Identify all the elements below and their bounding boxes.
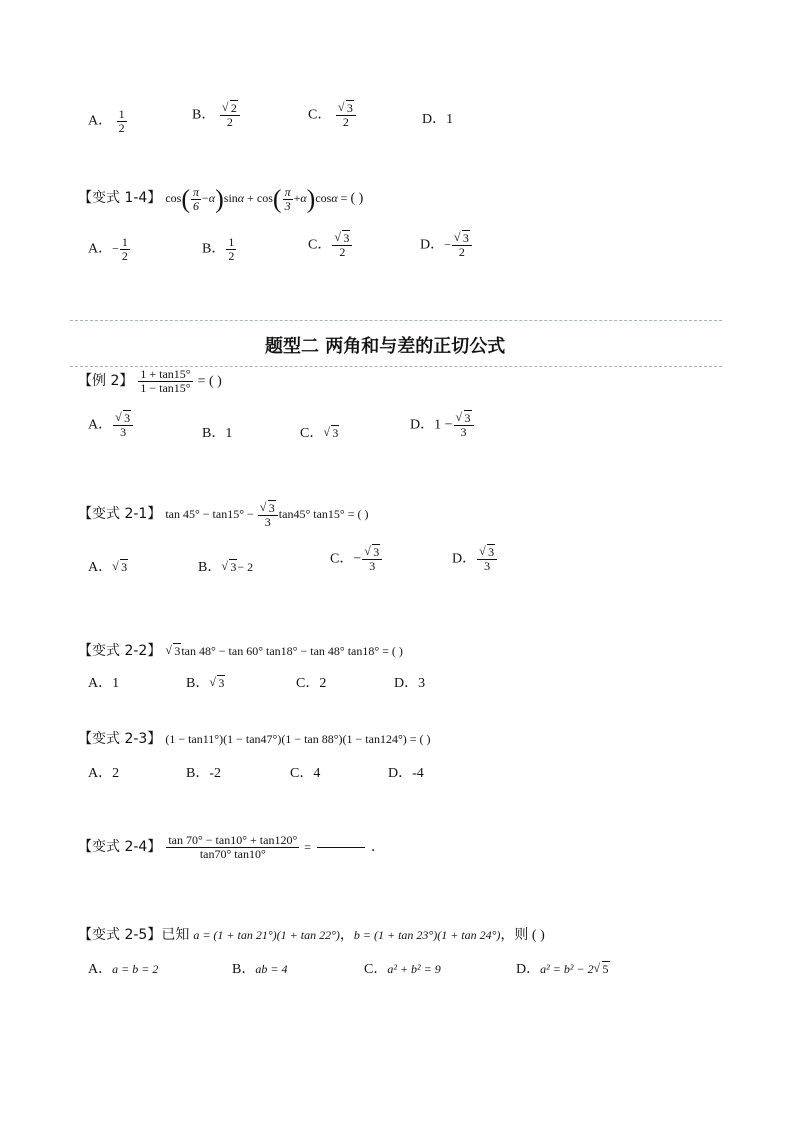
option-a-label: A． (88, 417, 113, 433)
variable: α (237, 190, 245, 205)
option-b (198, 556, 253, 576)
fraction (166, 834, 299, 860)
option-d-label: D． (420, 237, 445, 253)
fraction (336, 102, 356, 128)
option-expr: a² + b² = 9 (387, 962, 441, 976)
expression: b = (1 + tan 23°)(1 + tan 24°) (353, 928, 501, 942)
section-title: 题型二 两角和与差的正切公式 (265, 336, 506, 357)
radicand: 3 (124, 411, 131, 425)
option-c-label: C． (308, 237, 332, 253)
option-d: D．1 (422, 112, 454, 127)
options-v25 (88, 958, 708, 982)
option-d (420, 232, 473, 258)
question-v22 (78, 640, 403, 660)
radicand: 3 (462, 231, 469, 245)
option-c (308, 102, 357, 128)
radicand: 3 (343, 231, 350, 245)
operator: + (247, 190, 254, 205)
option-d (452, 546, 498, 572)
option-expr: ab = 4 (255, 962, 288, 976)
denominator: 2 (121, 248, 128, 263)
comma: ， (339, 928, 354, 943)
options-v14 (88, 232, 688, 272)
radicand: 3 (332, 426, 339, 440)
question-v24 (78, 834, 385, 860)
option-c (330, 546, 383, 572)
sign: − (444, 237, 451, 252)
option-a (88, 108, 128, 134)
radicand: 3 (230, 560, 237, 574)
option-a-label: A． (88, 241, 113, 257)
question-label: 【变式 2-4】 (78, 838, 162, 855)
option-a (88, 412, 134, 438)
denominator: 6 (193, 198, 199, 213)
denominator: 3 (264, 514, 271, 529)
option-b-label: B． (202, 241, 226, 257)
denominator: 2 (342, 114, 349, 129)
expression (165, 501, 369, 529)
radicand: 3 (268, 501, 275, 515)
numerator: 1 + tan15° (140, 367, 191, 381)
numerator: 1 (121, 235, 128, 249)
options-v23 (88, 762, 688, 786)
question-label: 【变式 1-4】 (78, 189, 162, 206)
options-v21 (88, 546, 688, 586)
radicand: 3 (346, 101, 353, 115)
option-c (308, 232, 353, 258)
sqrt (222, 102, 238, 115)
sign: − (112, 241, 119, 256)
option-d: D．-4 (388, 766, 424, 781)
question-label: 【变式 2-1】 (78, 505, 162, 522)
options-ex2 (88, 412, 688, 452)
fraction (220, 102, 240, 128)
denominator: 3 (369, 558, 376, 573)
question-label: 【变式 2-3】 (78, 731, 162, 747)
option-c: C．2 (296, 676, 327, 691)
option-c-label: C．− (330, 551, 362, 567)
top-options-row (88, 100, 688, 136)
variable: α (208, 190, 216, 205)
expr-part: tan 48° − tan 60° tan18° − tan 48° tan18° = ( ) (181, 644, 403, 658)
radicand: 3 (488, 545, 495, 559)
option-b (232, 958, 287, 978)
operator: − (202, 190, 209, 205)
variable: α (331, 190, 338, 205)
question-v25 (78, 924, 545, 944)
radicand: 3 (121, 560, 128, 574)
option-c-label: C． (300, 426, 324, 441)
option-expr: a² = b² − 2 (540, 962, 594, 976)
period: ． (371, 839, 386, 855)
denominator: 3 (120, 424, 127, 439)
numerator: 1 (228, 235, 235, 249)
numerator: π (284, 185, 291, 199)
radicand: 3 (218, 676, 225, 690)
option-c (300, 422, 339, 442)
numerator: π (193, 185, 200, 199)
option-a: A．1 (88, 676, 120, 691)
func-cos: cos (165, 190, 182, 205)
expr-part: tan 45° − tan15° − (165, 506, 254, 521)
question-ex2 (78, 368, 222, 394)
option-b-label: B． (232, 962, 256, 977)
numerator: 1 (118, 107, 125, 121)
equals: = (304, 839, 312, 854)
question-v23 (78, 728, 431, 748)
denominator: 2 (458, 244, 465, 259)
question-v21 (78, 502, 368, 528)
option-a-label: A． (88, 560, 113, 575)
fraction (138, 368, 192, 394)
radicand: 3 (464, 411, 471, 425)
denominator: tan70° tan10° (199, 846, 266, 861)
operator: + (293, 190, 301, 205)
question-label: 【变式 2-5】已知 (78, 927, 190, 943)
sqrt (338, 102, 354, 115)
expression (165, 644, 403, 658)
denominator: 2 (228, 248, 235, 263)
option-expr: a = b = 2 (112, 962, 159, 976)
option-a (88, 236, 131, 262)
denominator: 3 (284, 198, 291, 213)
section-divider-top (70, 320, 722, 321)
option-b (192, 102, 241, 128)
fraction (117, 108, 127, 134)
option-b (186, 672, 225, 692)
option-d-label: D． (452, 551, 477, 567)
option-b-label: B． (186, 676, 210, 691)
denominator: 3 (460, 424, 467, 439)
expr-part: tan45° tan15° = ( ) (278, 506, 369, 521)
answer-paren: = ( ) (197, 373, 222, 389)
numerator: tan 70° − tan10° + tan120° (168, 833, 298, 847)
variable: α (300, 190, 307, 205)
question-v14 (78, 186, 363, 212)
denominator: 1 − tan15° (140, 380, 191, 395)
denominator: 3 (484, 558, 491, 573)
expression: (1 − tan11°)(1 − tan47°)(1 − tan 88°)(1 − tan124°) = ( ) (165, 732, 431, 746)
option-b-label: B． (192, 107, 216, 123)
option-c (364, 958, 441, 978)
func-cos: cos (315, 190, 332, 205)
radicand: 2 (230, 101, 237, 115)
answer-paren: ( ) (350, 190, 364, 206)
func-sin: sin (223, 190, 238, 205)
expression: cos( $\frac{\pi}{6}$ −α)sinα + cos( $\frac{\pi}{3}$ +α)cosα = (165, 184, 348, 214)
option-d-label: D．1 − (410, 417, 453, 433)
func-cos: cos (256, 190, 273, 205)
option-d: D．3 (394, 676, 426, 691)
option-c-label: C． (308, 107, 332, 123)
option-a (88, 556, 128, 576)
expr-part: − 2 (237, 560, 254, 574)
option-b: B．-2 (186, 766, 221, 781)
equals: = (340, 190, 348, 205)
option-b (202, 236, 237, 262)
option-c: C．4 (290, 766, 321, 781)
denominator: 2 (339, 244, 346, 259)
options-v22 (88, 672, 688, 696)
option-a (88, 958, 158, 978)
option-a-label: A． (88, 962, 113, 977)
answer-paren: ，则 ( ) (500, 928, 545, 943)
option-d (410, 412, 475, 438)
radicand: 3 (373, 545, 380, 559)
option-b-label: B． (198, 560, 222, 575)
question-label: 【变式 2-2】 (78, 643, 162, 659)
radicand: 5 (602, 962, 609, 976)
expression: a = (1 + tan 21°)(1 + tan 22°) (193, 928, 340, 942)
option-c-label: C． (364, 962, 388, 977)
option-b: B．1 (202, 426, 233, 441)
answer-blank[interactable] (317, 847, 365, 848)
option-d-label: D． (516, 962, 541, 977)
option-d (516, 958, 610, 978)
denominator: 2 (118, 120, 125, 135)
radicand: 3 (174, 644, 181, 658)
option-a-label: A． (88, 113, 113, 129)
denominator: 2 (226, 114, 233, 129)
question-label: 【例 2】 (78, 372, 134, 389)
option-a: A．2 (88, 766, 120, 781)
